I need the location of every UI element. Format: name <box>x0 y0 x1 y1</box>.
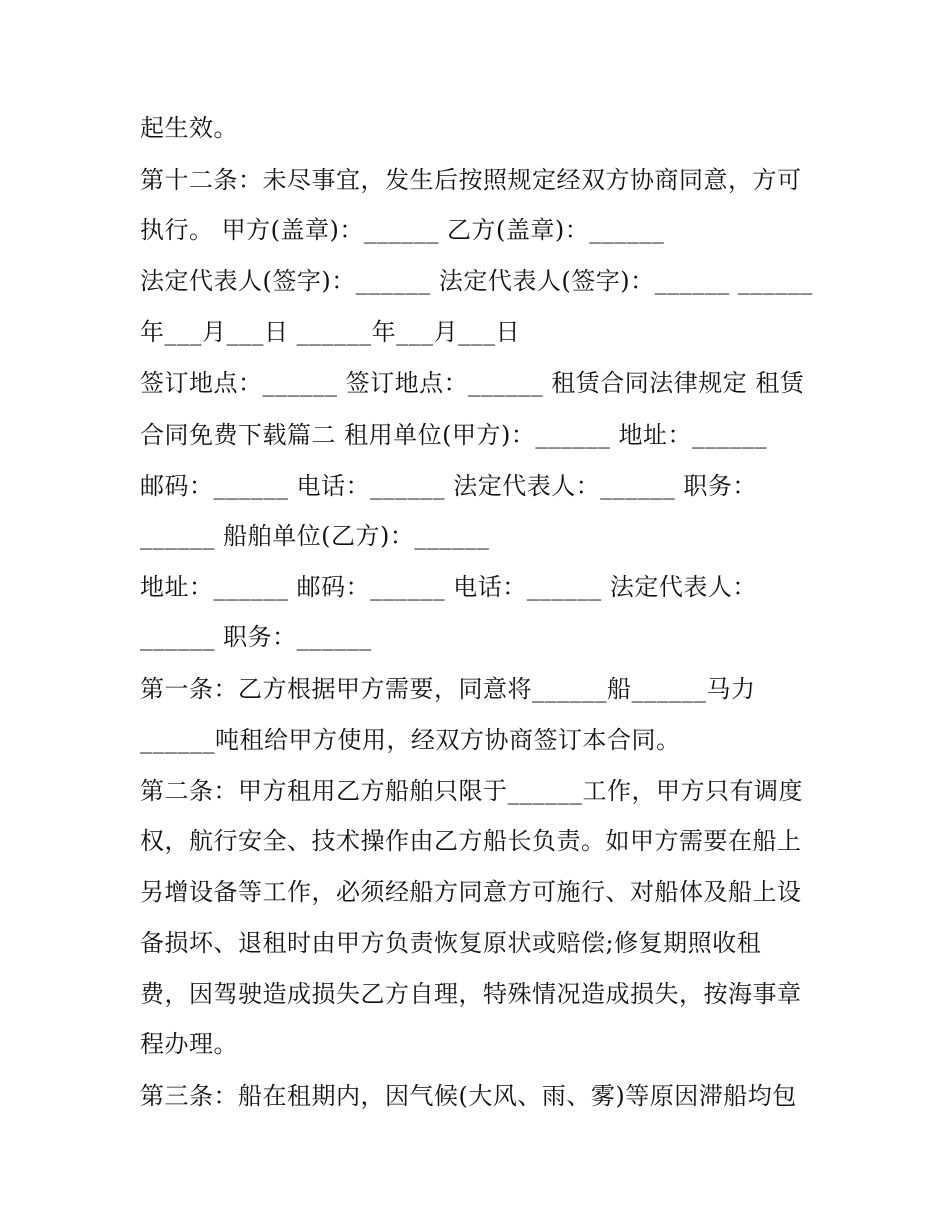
text-line: ______吨租给甲方使用，经双方协商签订本合同。 <box>140 726 681 754</box>
text-line: 执行。 甲方(盖章)：______ 乙方(盖章)：______ <box>140 216 665 244</box>
text-line: 合同免费下载篇二 租用单位(甲方)：______ 地址：______ <box>140 421 767 449</box>
text-line: 程办理。 <box>140 1030 238 1058</box>
text-line: 年___月___日 ______年___月___日 <box>140 318 521 346</box>
text-line: 法定代表人(签字)：______ 法定代表人(签字)：______ ______ <box>140 267 813 295</box>
text-line: ______ 船舶单位(乙方)：______ <box>140 522 490 550</box>
text-line: 起生效。 <box>140 114 238 142</box>
text-line: 权，航行安全、技术操作由乙方船长负责。如甲方需要在船上 <box>140 827 802 855</box>
text-line: 地址：______ 邮码：______ 电话：______ 法定代表人： <box>140 573 757 601</box>
text-line: 第三条：船在租期内，因气候(大风、雨、雾)等原因滞船均包 <box>140 1082 797 1110</box>
text-line: 签订地点：______ 签订地点：______ 租赁合同法律规定 租赁 <box>140 369 805 397</box>
text-line: 费，因驾驶造成损失乙方自理，特殊情况造成损失，按海事章 <box>140 980 802 1008</box>
text-line: ______ 职务：______ <box>140 623 372 651</box>
text-line: 备损坏、退租时由甲方负责恢复原状或赔偿;修复期照收租 <box>140 929 762 957</box>
text-line: 邮码：______ 电话：______ 法定代表人：______ 职务： <box>140 472 757 500</box>
text-line: 第十二条：未尽事宜，发生后按照规定经双方协商同意，方可 <box>140 166 802 194</box>
text-line: 另增设备等工作，必须经船方同意方可施行、对船体及船上设 <box>140 878 802 906</box>
text-line: 第二条：甲方租用乙方船舶只限于______工作，甲方只有调度 <box>140 777 803 805</box>
text-line: 第一条：乙方根据甲方需要，同意将______船______马力 <box>140 675 756 703</box>
